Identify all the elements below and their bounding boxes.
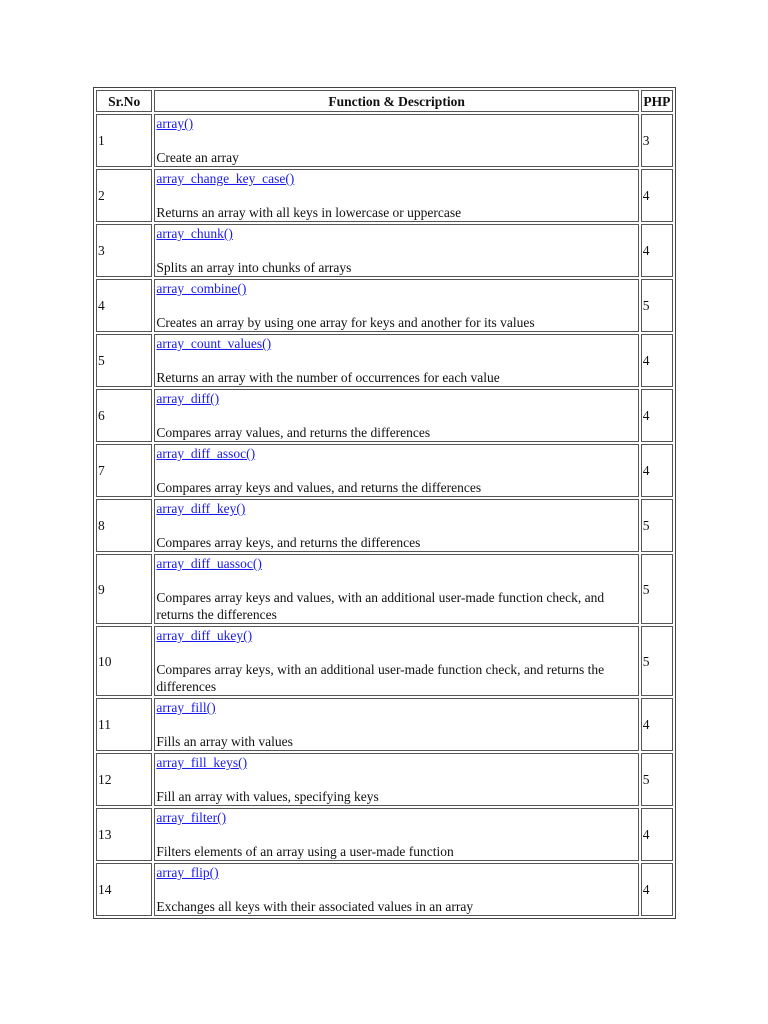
table-row: [96, 698, 673, 751]
header-function-description: Function & Description: [154, 90, 638, 112]
row-php-version: 4: [641, 444, 673, 497]
row-php-version: 4: [641, 389, 673, 442]
function-description: Creates an array by using one array for keys and another for its values: [156, 315, 535, 330]
table-row: [96, 808, 673, 861]
function-description: Filters elements of an array using a user-made function: [156, 844, 454, 859]
php-array-functions-table: [93, 87, 676, 919]
table-row: [96, 499, 673, 552]
row-sr-no: 2: [96, 169, 152, 222]
function-link[interactable]: array_diff_uassoc(): [156, 556, 262, 571]
function-link[interactable]: array_change_key_case(): [156, 171, 295, 186]
row-sr-no: 4: [96, 279, 152, 332]
function-link[interactable]: array_chunk(): [156, 226, 233, 241]
row-sr-no: 8: [96, 499, 152, 552]
table-row: [96, 334, 673, 387]
table-row: [96, 169, 673, 222]
function-link[interactable]: array(): [156, 116, 194, 131]
row-php-version: 3: [641, 114, 673, 167]
function-link[interactable]: array_diff(): [156, 391, 220, 406]
function-description: Returns an array with the number of occurrences for each value: [156, 370, 500, 385]
table-row: [96, 626, 673, 696]
row-sr-no: 11: [96, 698, 152, 751]
function-link[interactable]: array_flip(): [156, 865, 219, 880]
table-body: [96, 114, 673, 916]
function-link[interactable]: array_diff_key(): [156, 501, 246, 516]
row-function-cell: [154, 334, 638, 387]
row-function-cell: [154, 554, 638, 624]
row-php-version: 4: [641, 169, 673, 222]
function-description: Compares array keys, and returns the differences: [156, 535, 421, 550]
row-sr-no: 10: [96, 626, 152, 696]
table-row: [96, 279, 673, 332]
function-link[interactable]: array_combine(): [156, 281, 247, 296]
row-function-cell: [154, 626, 638, 696]
row-php-version: 4: [641, 334, 673, 387]
row-function-cell: [154, 863, 638, 916]
header-sr-no: Sr.No: [96, 90, 152, 112]
row-function-cell: [154, 753, 638, 806]
table-row: [96, 114, 673, 167]
row-sr-no: 13: [96, 808, 152, 861]
row-function-cell: [154, 499, 638, 552]
row-sr-no: 5: [96, 334, 152, 387]
function-description: Compares array keys, with an additional user-made function check, and returns the differences: [156, 662, 605, 694]
row-function-cell: [154, 169, 638, 222]
row-php-version: 5: [641, 499, 673, 552]
header-php-version: PHP: [641, 90, 673, 112]
table-row: [96, 554, 673, 624]
row-sr-no: 12: [96, 753, 152, 806]
row-sr-no: 1: [96, 114, 152, 167]
row-php-version: 4: [641, 808, 673, 861]
row-function-cell: [154, 279, 638, 332]
function-link[interactable]: array_fill_keys(): [156, 755, 248, 770]
function-link[interactable]: array_diff_assoc(): [156, 446, 256, 461]
row-sr-no: 9: [96, 554, 152, 624]
function-description: Create an array: [156, 150, 239, 165]
function-description: Splits an array into chunks of arrays: [156, 260, 352, 275]
table-row: [96, 863, 673, 916]
table-row: [96, 753, 673, 806]
function-link[interactable]: array_filter(): [156, 810, 227, 825]
row-php-version: 4: [641, 698, 673, 751]
row-sr-no: 7: [96, 444, 152, 497]
row-php-version: 4: [641, 863, 673, 916]
row-function-cell: [154, 808, 638, 861]
row-function-cell: [154, 698, 638, 751]
table-row: [96, 444, 673, 497]
function-link[interactable]: array_count_values(): [156, 336, 272, 351]
function-link[interactable]: array_diff_ukey(): [156, 628, 253, 643]
row-function-cell: [154, 114, 638, 167]
function-description: Compares array values, and returns the differences: [156, 425, 431, 440]
row-function-cell: [154, 444, 638, 497]
function-description: Fills an array with values: [156, 734, 293, 749]
function-description: Compares array keys and values, and returns the differences: [156, 480, 482, 495]
function-link[interactable]: array_fill(): [156, 700, 216, 715]
row-php-version: 5: [641, 554, 673, 624]
function-description: Returns an array with all keys in lowercase or uppercase: [156, 205, 462, 220]
row-sr-no: 14: [96, 863, 152, 916]
table-row: [96, 224, 673, 277]
row-php-version: 5: [641, 279, 673, 332]
table-row: [96, 389, 673, 442]
row-php-version: 5: [641, 626, 673, 696]
row-sr-no: 3: [96, 224, 152, 277]
function-description: Fill an array with values, specifying keys: [156, 789, 379, 804]
function-description: Exchanges all keys with their associated values in an array: [156, 899, 474, 914]
row-php-version: 5: [641, 753, 673, 806]
row-function-cell: [154, 224, 638, 277]
row-sr-no: 6: [96, 389, 152, 442]
row-function-cell: [154, 389, 638, 442]
row-php-version: 4: [641, 224, 673, 277]
table-header-row: [96, 90, 673, 112]
function-description: Compares array keys and values, with an additional user-made function check, and returns the differences: [156, 590, 605, 622]
